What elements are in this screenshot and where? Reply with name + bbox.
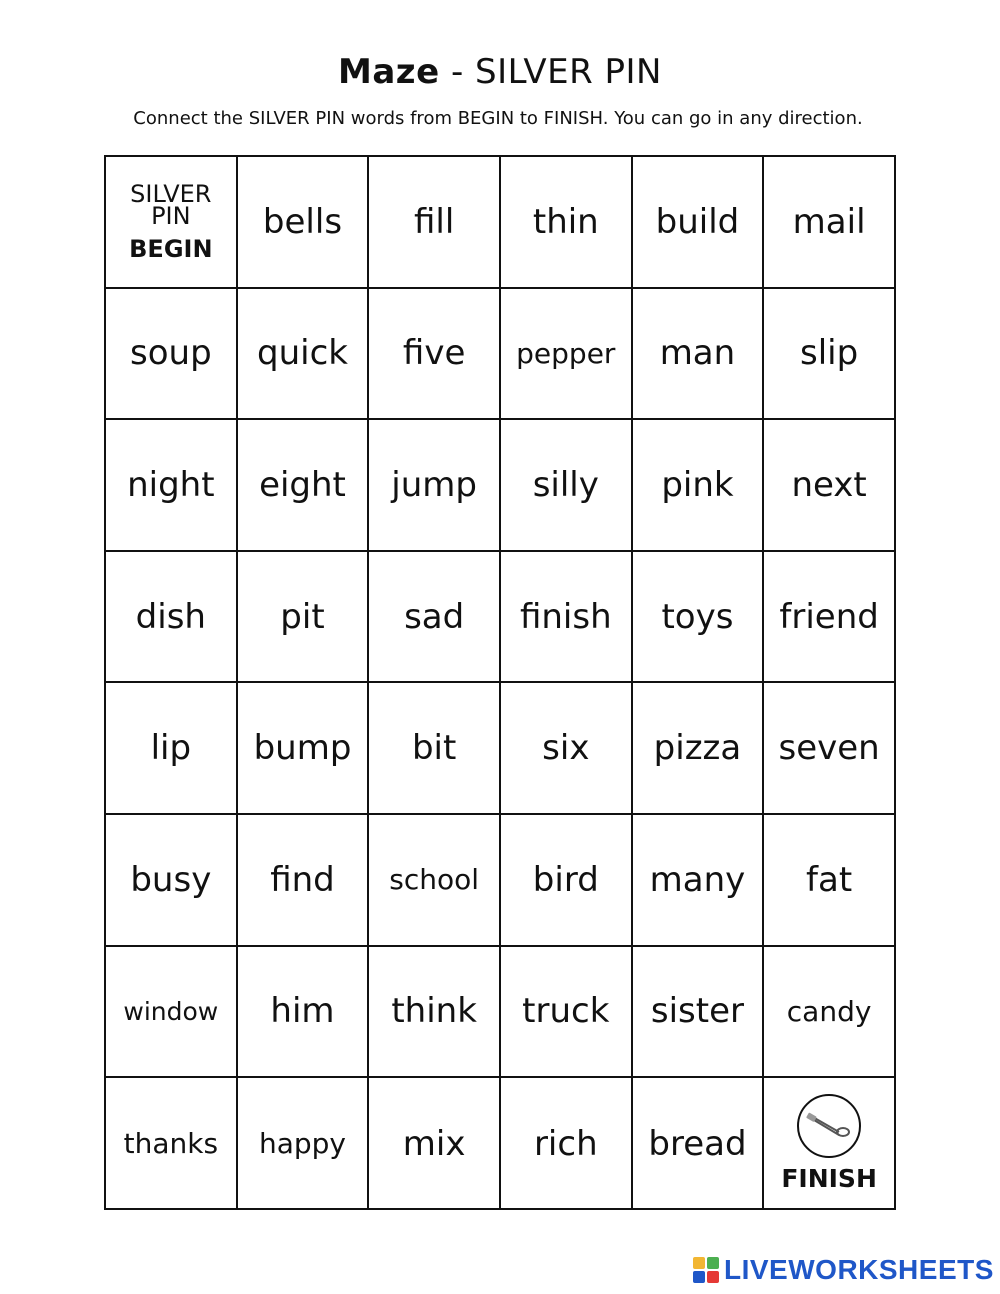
logo-square — [707, 1271, 719, 1283]
maze-cell[interactable]: fill — [369, 157, 501, 289]
logo-square — [693, 1271, 705, 1283]
maze-cell[interactable]: candy — [764, 947, 896, 1079]
maze-cell[interactable]: soup — [106, 289, 238, 421]
maze-cell[interactable]: fat — [764, 815, 896, 947]
maze-cell[interactable]: thin — [501, 157, 633, 289]
maze-cell[interactable]: seven — [764, 683, 896, 815]
logo-square — [707, 1257, 719, 1269]
page-title — [0, 52, 1000, 92]
maze-cell[interactable]: build — [633, 157, 765, 289]
safety-pin-icon — [797, 1094, 861, 1158]
instructions: Connect the SILVER PIN words from BEGIN to FINISH. You can go in any direction. — [133, 108, 863, 129]
maze-cell[interactable]: lip — [106, 683, 238, 815]
maze-cell[interactable]: bread — [633, 1078, 765, 1210]
logo-square — [693, 1257, 705, 1269]
maze-cell[interactable]: finish — [501, 552, 633, 684]
maze-cell[interactable]: think — [369, 947, 501, 1079]
maze-cell[interactable]: five — [369, 289, 501, 421]
maze-cell[interactable]: find — [238, 815, 370, 947]
maze-grid — [104, 155, 896, 1210]
maze-cell[interactable]: dish — [106, 552, 238, 684]
maze-cell[interactable]: pepper — [501, 289, 633, 421]
maze-cell[interactable]: sister — [633, 947, 765, 1079]
maze-cell[interactable]: toys — [633, 552, 765, 684]
finish-text: FINISH — [781, 1164, 877, 1194]
maze-cell[interactable]: eight — [238, 420, 370, 552]
maze-cell[interactable]: school — [369, 815, 501, 947]
maze-cell[interactable]: quick — [238, 289, 370, 421]
maze-cell[interactable]: busy — [106, 815, 238, 947]
maze-cell[interactable]: friend — [764, 552, 896, 684]
maze-cell[interactable]: thanks — [106, 1078, 238, 1210]
maze-cell[interactable]: pink — [633, 420, 765, 552]
maze-cell[interactable]: mail — [764, 157, 896, 289]
maze-cell[interactable]: night — [106, 420, 238, 552]
maze-cell[interactable]: pit — [238, 552, 370, 684]
maze-cell[interactable]: man — [633, 289, 765, 421]
maze-cell[interactable]: six — [501, 683, 633, 815]
begin-label-line2: PIN — [151, 201, 191, 230]
maze-cell[interactable]: rich — [501, 1078, 633, 1210]
liveworksheets-logo — [693, 1254, 994, 1286]
maze-cell[interactable]: silly — [501, 420, 633, 552]
maze-cell[interactable]: many — [633, 815, 765, 947]
maze-cell[interactable]: pizza — [633, 683, 765, 815]
maze-cell[interactable]: bird — [501, 815, 633, 947]
maze-cell[interactable]: sad — [369, 552, 501, 684]
title-rest: - SILVER PIN — [439, 52, 662, 92]
maze-cell[interactable]: mix — [369, 1078, 501, 1210]
maze-cell[interactable]: slip — [764, 289, 896, 421]
maze-cell[interactable]: next — [764, 420, 896, 552]
begin-cell[interactable] — [106, 157, 238, 289]
maze-cell[interactable]: jump — [369, 420, 501, 552]
maze-cell[interactable]: him — [238, 947, 370, 1079]
maze-cell[interactable]: bit — [369, 683, 501, 815]
maze-cell[interactable]: bump — [238, 683, 370, 815]
logo-mark-icon — [693, 1257, 719, 1283]
finish-cell[interactable] — [764, 1078, 896, 1210]
maze-cell[interactable]: window — [106, 947, 238, 1079]
begin-text: BEGIN — [129, 234, 213, 263]
begin-label-line1: SILVER — [130, 179, 212, 208]
maze-cell[interactable]: happy — [238, 1078, 370, 1210]
title-bold: Maze — [338, 52, 440, 92]
maze-cell[interactable]: bells — [238, 157, 370, 289]
logo-text: LIVEWORKSHEETS — [724, 1254, 994, 1285]
maze-cell[interactable]: truck — [501, 947, 633, 1079]
